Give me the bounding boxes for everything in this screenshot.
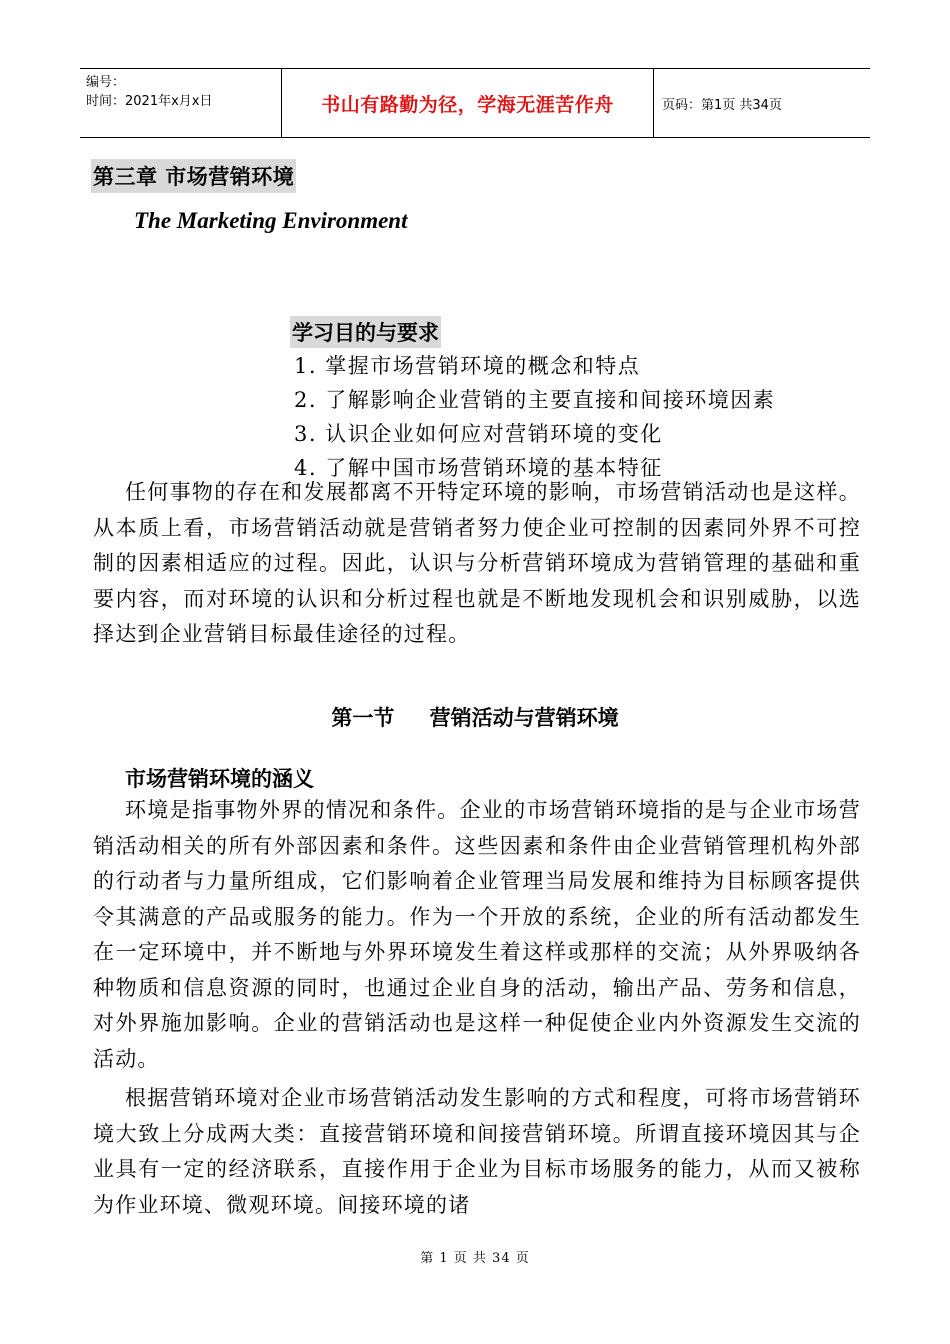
objectives-heading: 学习目的与要求: [290, 316, 441, 348]
header-meta: [80, 69, 282, 137]
section-paragraph-2: 根据营销环境对企业市场营销活动发生影响的方式和程度，可将市场营销环境大致上分成两大类：直接营销环境和间接营销环境。所谓直接环境因其与企业具有一定的经济联系，直接作用于企业为目标市场服务的能力，从而又被称为作业环境、微观环境。间接环境的诸: [93, 1086, 861, 1217]
number-label: 编号：: [86, 75, 126, 90]
page-header: [80, 68, 870, 138]
chapter-title: 第三章 市场营销环境: [91, 159, 296, 193]
section-title: 第一节 营销活动与营销环境: [331, 706, 619, 730]
section-paragraph-1: 环境是指事物外界的情况和条件。企业的市场营销环境指的是与企业市场营销活动相关的所有外部因素和条件。这些因素和条件由企业营销管理机构外部的行动者与力量所组成，它们影响着企业管理当局发展和维持为目标顾客提供令其满意的产品或服务的能力。作为一个开放的系统，企业的所有活动都发生在一定环境中，并不断地与外界环境发生着这样或那样的交流；从外界吸纳各种物质和信息资源的同时，也通过企业自身的活动，输出产品、劳务和信息，对外界施加影响。企业的营销活动也是这样一种促使企业内外资源发生交流的活动。: [93, 798, 861, 1071]
header-page-info: 页码：第1页 共34页: [662, 97, 782, 113]
objective-item: 1. 掌握市场营销环境的概念和特点: [294, 354, 641, 378]
objectives-list: [294, 349, 775, 485]
objective-item: 3. 认识企业如何应对营销环境的变化: [294, 422, 663, 446]
objective-item: 4. 了解中国市场营销环境的基本特征: [294, 456, 663, 480]
intro-paragraph: 任何事物的存在和发展都离不开特定环境的影响，市场营销活动也是这样。从本质上看，市场营销活动就是营销者努力使企业可控制的因素同外界不可控制的因素相适应的过程。因此，认识与分析营销环境成为营销管理的基础和重要内容，而对环境的认识和分析过程也就是不断地发现机会和识别威胁，以选择达到企业营销目标最佳途径的过程。: [93, 480, 861, 646]
objective-item: 2. 了解影响企业营销的主要直接和间接环境因素: [294, 388, 776, 412]
header-motto: 书山有路勤为径，学海无涯苦作舟: [282, 69, 654, 137]
sub-heading: 市场营销环境的涵义: [125, 767, 314, 791]
english-title: The Marketing Environment: [134, 208, 408, 233]
page-footer: 第 1 页 共 34 页: [420, 1251, 530, 1266]
time-label: 时间：2021年x月x日: [86, 94, 213, 109]
